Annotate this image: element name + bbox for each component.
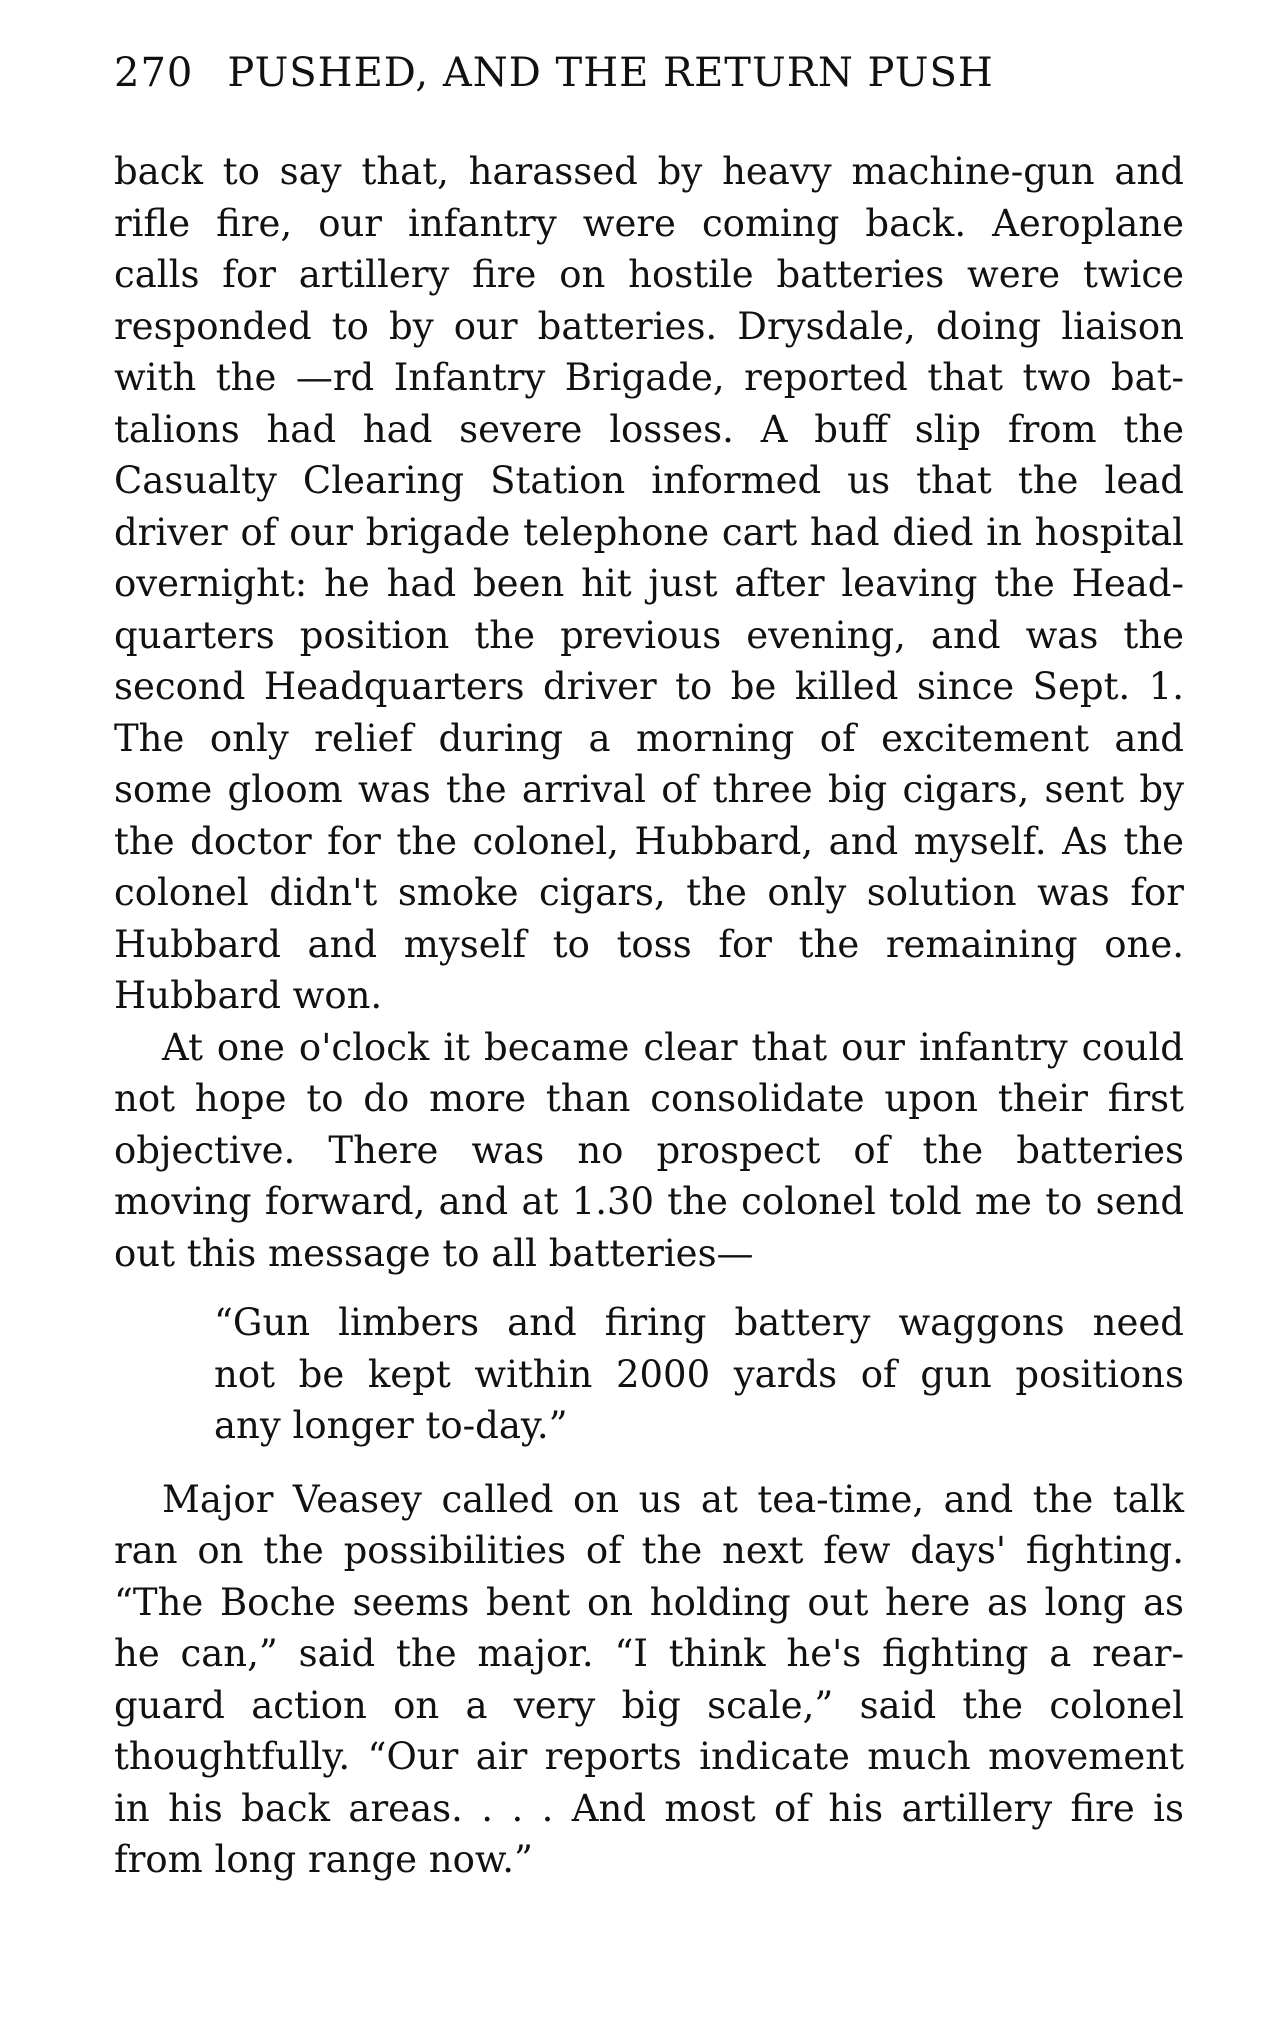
text-line: driver of our brigade telephone cart had died in hospital [114, 510, 1184, 554]
text-line: responded to by our batteries. Drysdale, doing liaison [114, 304, 1184, 348]
page-number: 270 [114, 50, 194, 96]
text-line: talions had had severe losses. A buff slip from the [114, 407, 1184, 451]
text-line: any longer to-day.” [214, 1404, 568, 1447]
text-line: Hubbard won. [114, 974, 383, 1017]
text-line: with the —rd Infantry Brigade, reported that two bat- [114, 356, 1184, 399]
text-line: colonel didn't smoke cigars, the only solution was for [114, 871, 1184, 914]
paragraph-infantry-coming-back [114, 146, 1184, 1022]
text-line: thoughtfully. “Our air reports indicate much movement [114, 1735, 1184, 1778]
text-line: back to say that, harassed by heavy machine-gun and [114, 150, 1184, 193]
text-line: rifle fire, our infantry were coming back. Aeroplane [114, 201, 1184, 245]
text-line: not be kept within 2000 yards of gun positions [214, 1352, 1184, 1396]
text-line: overnight: he had been hit just after leaving the Head- [114, 562, 1184, 605]
text-line: calls for artillery fire on hostile batteries were twice [114, 253, 1184, 296]
text-line: in his back areas. . . . And most of his artillery fire is [114, 1786, 1184, 1830]
text-line: second Headquarters driver to be killed since Sept. 1. [114, 665, 1184, 708]
text-line: the doctor for the colonel, Hubbard, and myself. As the [114, 819, 1184, 863]
text-line: At one o'clock it became clear that our infantry could [162, 1025, 1184, 1069]
text-line: he can,” said the major. “I think he's fighting a rear- [114, 1632, 1184, 1675]
body-text [114, 146, 1184, 1886]
text-line: out this message to all batteries— [114, 1231, 754, 1275]
running-title: PUSHED, AND THE RETURN PUSH [227, 50, 994, 96]
text-line: some gloom was the arrival of three big cigars, sent by [114, 768, 1184, 811]
paragraph-major-veasey [114, 1474, 1184, 1886]
text-line: guard action on a very big scale,” said the colonel [114, 1683, 1184, 1727]
text-line: Casualty Clearing Station informed us that the lead [114, 459, 1184, 502]
quoted-message [114, 1297, 1184, 1452]
paragraph-one-oclock [114, 1022, 1184, 1280]
text-line: “Gun limbers and firing battery waggons need [214, 1301, 1184, 1344]
text-line: The only relief during a morning of excitement and [114, 716, 1184, 760]
text-line: not hope to do more than consolidate upon their first [114, 1077, 1184, 1120]
text-line: Hubbard and myself to toss for the remaining one. [114, 922, 1184, 966]
page-header [114, 46, 1114, 100]
text-line: “The Boche seems bent on holding out here as long as [114, 1580, 1184, 1624]
text-line: ran on the possibilities of the next few days' fighting. [114, 1529, 1184, 1572]
text-line: from long range now.” [114, 1838, 533, 1881]
text-line: quarters position the previous evening, and was the [114, 613, 1184, 657]
text-line: moving forward, and at 1.30 the colonel told me to send [114, 1180, 1184, 1223]
text-line: objective. There was no prospect of the batteries [114, 1128, 1184, 1172]
text-line: Major Veasey called on us at tea-time, and the talk [162, 1477, 1184, 1521]
